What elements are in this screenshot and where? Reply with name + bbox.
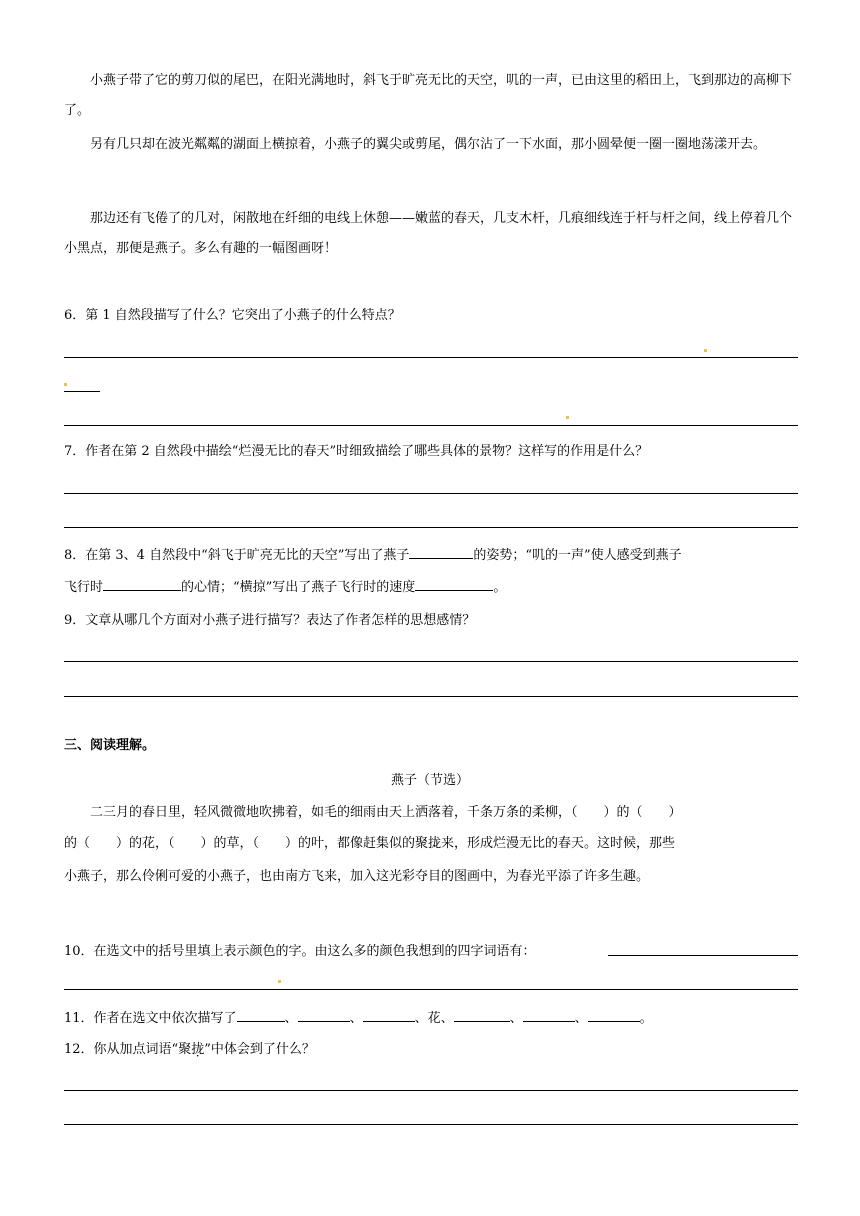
blank-11-3[interactable]: [363, 1007, 415, 1022]
question-12: 12．你从加点词语“聚拢”中体会到了什么？: [64, 1042, 315, 1057]
stray-dot: [278, 980, 281, 983]
answer-line-7-1[interactable]: [64, 493, 798, 494]
blank-8-1[interactable]: [409, 544, 473, 559]
passage2-line-1: 二三月的春日里，轻风微微地吹拂着，如毛的细雨由天上洒落着，千条万条的柔柳，（ ）的（ ）: [90, 805, 682, 820]
emphasis-dot-char: 拢: [191, 1042, 205, 1057]
question-11: 11．作者在选文中依次描写了 、 、 、花、 、 、 。: [64, 1007, 798, 1030]
emphasis-dot-char: 拢 ·: [428, 836, 441, 851]
section-heading: 三、阅读理解。: [64, 738, 156, 753]
answer-line-6-2[interactable]: [64, 425, 798, 426]
blank-11-4[interactable]: [454, 1007, 510, 1022]
blank-8-2[interactable]: [103, 576, 181, 591]
passage2-line-3: 小燕子，那么伶俐可爱的小燕子，也由南方飞来，加入这光彩夺目的图画中，为春光平添了许多生趣。: [64, 869, 650, 884]
blank-11-5[interactable]: [523, 1007, 575, 1022]
answer-line-6-1[interactable]: [64, 357, 798, 358]
answer-line-10[interactable]: [64, 989, 798, 990]
stray-dot: [64, 383, 67, 386]
answer-line-12-2[interactable]: [64, 1124, 798, 1125]
answer-line-6-short[interactable]: [64, 391, 100, 392]
passage-paragraph-2: 另有几只却在波光粼粼的湖面上横掠着，小燕子的翼尖或剪尾，偶尔沾了一下水面，那小圆晕便一圈一圈地荡漾开去。: [90, 137, 767, 152]
question-8-line-1: 8．在第 3、4 自然段中“斜飞于旷亮无比的天空”写出了燕子 的姿势；“叽的一声”使人感受到燕子: [64, 544, 798, 567]
blank-10-1[interactable]: [608, 955, 798, 956]
passage-title: 燕子（节选）: [390, 773, 469, 788]
question-9: 9．文章从哪几个方面对小燕子进行描写？表达了作者怎样的思想感情？: [64, 613, 476, 628]
question-6: 6．第 1 自然段描写了什么？它突出了小燕子的什么特点？: [64, 308, 401, 323]
answer-line-9-2[interactable]: [64, 696, 798, 697]
question-7: 7．作者在第 2 自然段中描绘“烂漫无比的春天”时细致描绘了哪些具体的景物？这样写的作用是什么？: [64, 444, 649, 459]
blank-8-3[interactable]: [415, 576, 493, 591]
answer-line-9-1[interactable]: [64, 661, 798, 662]
passage-paragraph-3: 那边还有飞倦了的几对，闲散地在纤细的电线上休憩——嫩蓝的春天，几支木杆，几痕细线连于杆与杆之间，线上停着几个小黑点，那便是燕子。多么有趣的一幅图画呀！: [64, 211, 793, 256]
blank-11-6[interactable]: [588, 1007, 640, 1022]
question-8-line-2: 飞行时 的心情；“横掠”写出了燕子飞行时的速度 。: [64, 576, 798, 599]
answer-line-12-1[interactable]: [64, 1090, 798, 1091]
passage2-line-2: 的（ ）的花，（ ）的草，（ ）的叶，都像赶集似的聚拢 ·来，形成烂漫无比的春天。这时候，那些: [64, 829, 798, 859]
stray-dot: [566, 416, 569, 419]
stray-dot: [704, 349, 707, 352]
blank-11-1[interactable]: [237, 1007, 285, 1022]
passage-paragraph-1: 小燕子带了它的剪刀似的尾巴，在阳光满地时，斜飞于旷亮无比的天空，叽的一声，已由这里的稻田上，飞到那边的高柳下了。: [64, 73, 793, 118]
answer-line-7-2[interactable]: [64, 527, 798, 528]
blank-11-2[interactable]: [298, 1007, 350, 1022]
question-10: 10．在选文中的括号里填上表示颜色的字。由这么多的颜色我想到的四字词语有：: [64, 944, 536, 959]
